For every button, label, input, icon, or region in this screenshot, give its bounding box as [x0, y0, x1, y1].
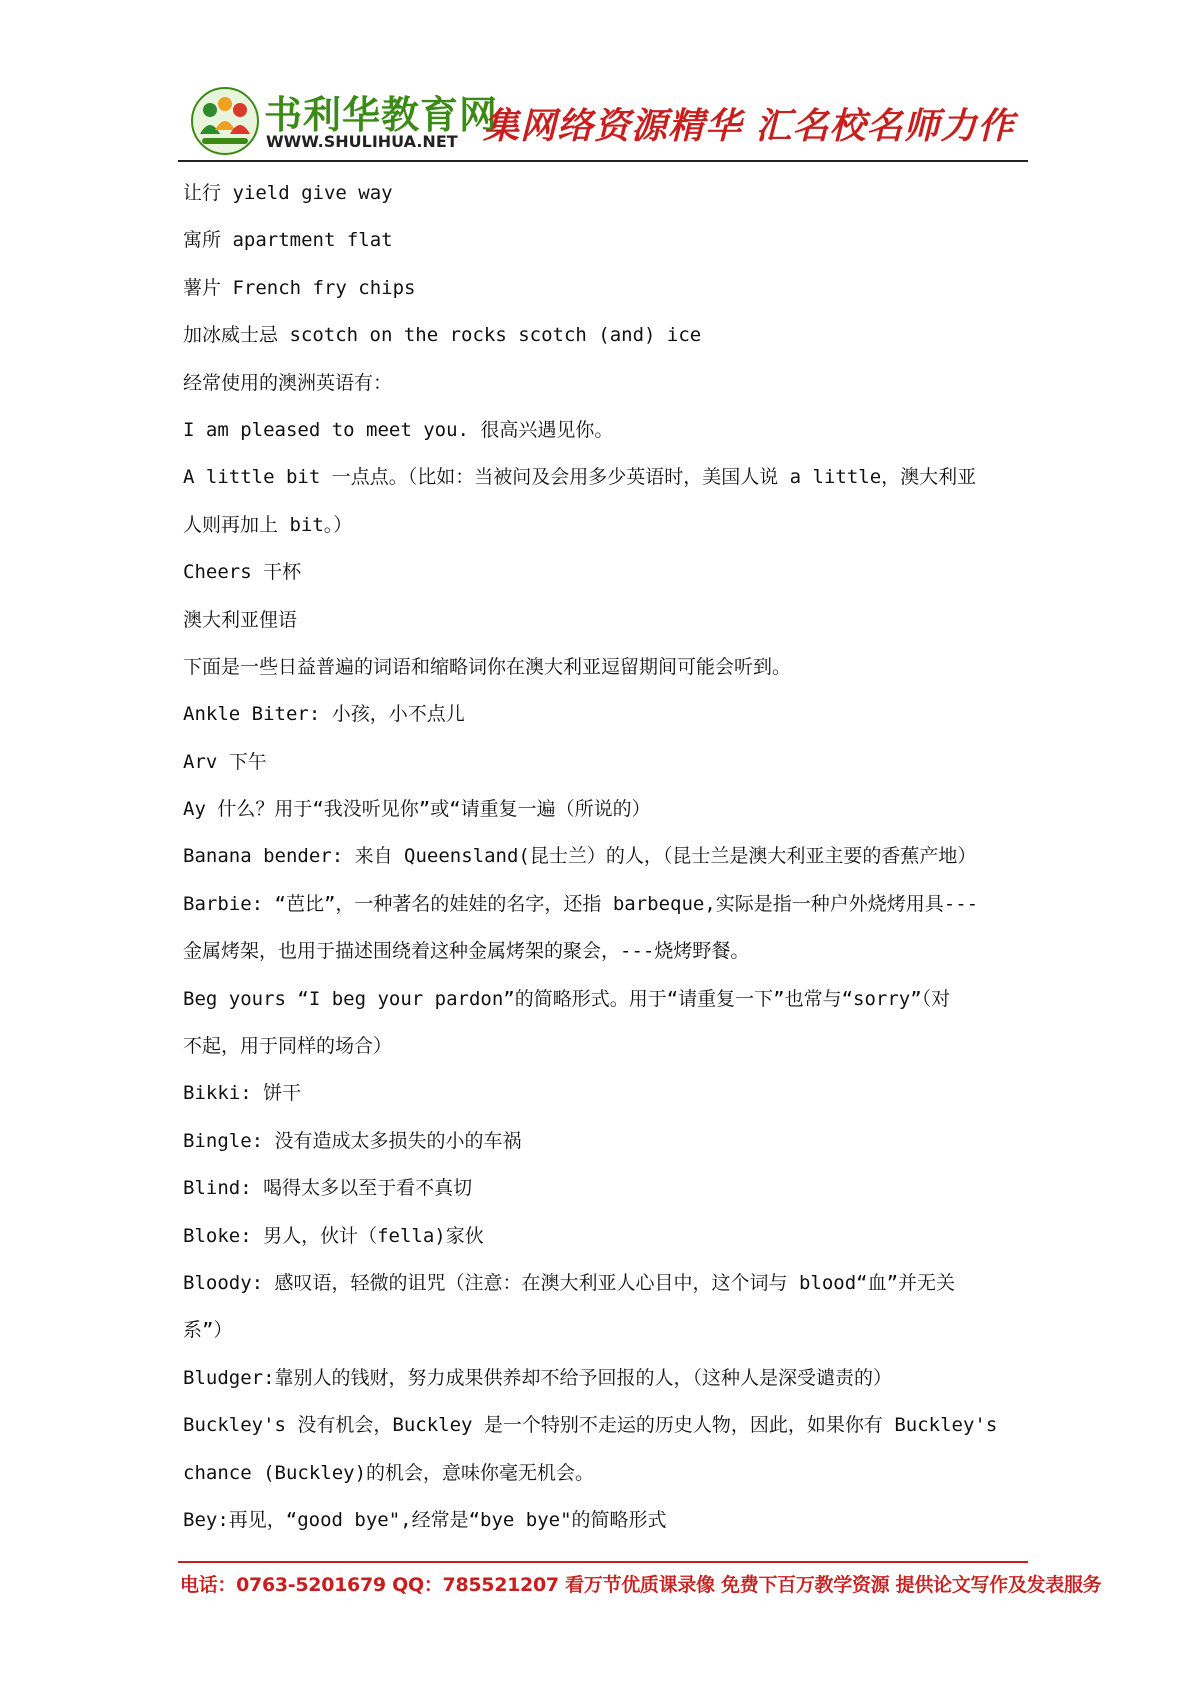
people-logo-icon — [190, 86, 260, 156]
text-line: Cheers 干杯 — [183, 561, 302, 584]
text-line: 下面是一些日益普遍的词语和缩略词你在澳大利亚逗留期间可能会听到。 — [183, 655, 792, 678]
text-line: Bludger:靠别人的钱财，努力成果供养却不给予回报的人，（这种人是深受谴责的） — [183, 1366, 893, 1389]
text-line: Bloody: 感叹语，轻微的诅咒（注意：在澳大利亚人心目中，这个词与 blood“血”并无关 — [183, 1271, 956, 1294]
document-body — [183, 170, 1028, 1544]
text-line: Arv 下午 — [183, 750, 267, 773]
text-line: I am pleased to meet you. 很高兴遇见你。 — [183, 418, 614, 441]
text-line: Beg yours “I beg your pardon”的简略形式。用于“请重复一下”也常与“sorry”（对 — [183, 987, 951, 1010]
page-footer: 电话：0763-5201679 QQ：785521207 看万节优质课录像 免费下百万教学资源 提供论文写作及发表服务 — [180, 1574, 1102, 1596]
text-line: Bey:再见，“good bye",经常是“bye bye"的简略形式 — [183, 1508, 667, 1531]
text-line: 加冰威士忌 scotch on the rocks scotch (and) ice — [183, 324, 702, 347]
text-line: 人则再加上 bit。） — [183, 513, 353, 536]
text-line: Blind: 喝得太多以至于看不真切 — [183, 1177, 473, 1200]
text-line: 薯片 French fry chips — [183, 276, 416, 299]
text-line: Banana bender: 来自 Queensland(昆士兰）的人，（昆士兰是澳大利亚主要的香蕉产地） — [183, 845, 977, 868]
text-line: Ay 什么？用于“我没听见你”或“请重复一遍（所说的） — [183, 798, 651, 821]
section-heading: 澳大利亚俚语 — [183, 608, 298, 631]
text-line: Barbie: “芭比”，一种著名的娃娃的名字，还指 barbeque,实际是指一种户外烧烤用具--- — [183, 892, 979, 915]
text-line: chance (Buckley)的机会，意味你毫无机会。 — [183, 1461, 595, 1484]
logo-url: WWW.SHULIHUA.NET — [266, 132, 458, 151]
text-line: Bingle: 没有造成太多损失的小的车祸 — [183, 1129, 522, 1152]
text-line: A little bit 一点点。（比如：当被问及会用多少英语时，美国人说 a little，澳大利亚 — [183, 466, 977, 489]
text-line: Buckley's 没有机会，Buckley 是一个特别不走运的历史人物，因此，如果你有 Buckley's — [183, 1414, 998, 1437]
text-line: 让行 yield give way — [183, 182, 393, 204]
page-header — [178, 82, 1028, 164]
text-line: Bikki: 饼干 — [183, 1082, 302, 1105]
header-slogan: 集网络资源精华 汇名校名师力作 — [483, 106, 1015, 147]
text-line: 寓所 apartment flat — [183, 229, 393, 252]
text-line: 不起，用于同样的场合） — [183, 1035, 393, 1058]
text-line: 系”） — [183, 1319, 233, 1342]
logo-title: 书利华教育网 — [264, 93, 499, 137]
text-line: Bloke: 男人，伙计（fella)家伙 — [183, 1224, 484, 1247]
footer-divider — [178, 1561, 1028, 1563]
text-line: 金属烤架，也用于描述围绕着这种金属烤架的聚会，---烧烤野餐。 — [183, 940, 750, 963]
text-line: 经常使用的澳洲英语有： — [183, 371, 393, 394]
header-divider — [178, 160, 1028, 162]
text-line: Ankle Biter: 小孩，小不点儿 — [183, 703, 465, 726]
